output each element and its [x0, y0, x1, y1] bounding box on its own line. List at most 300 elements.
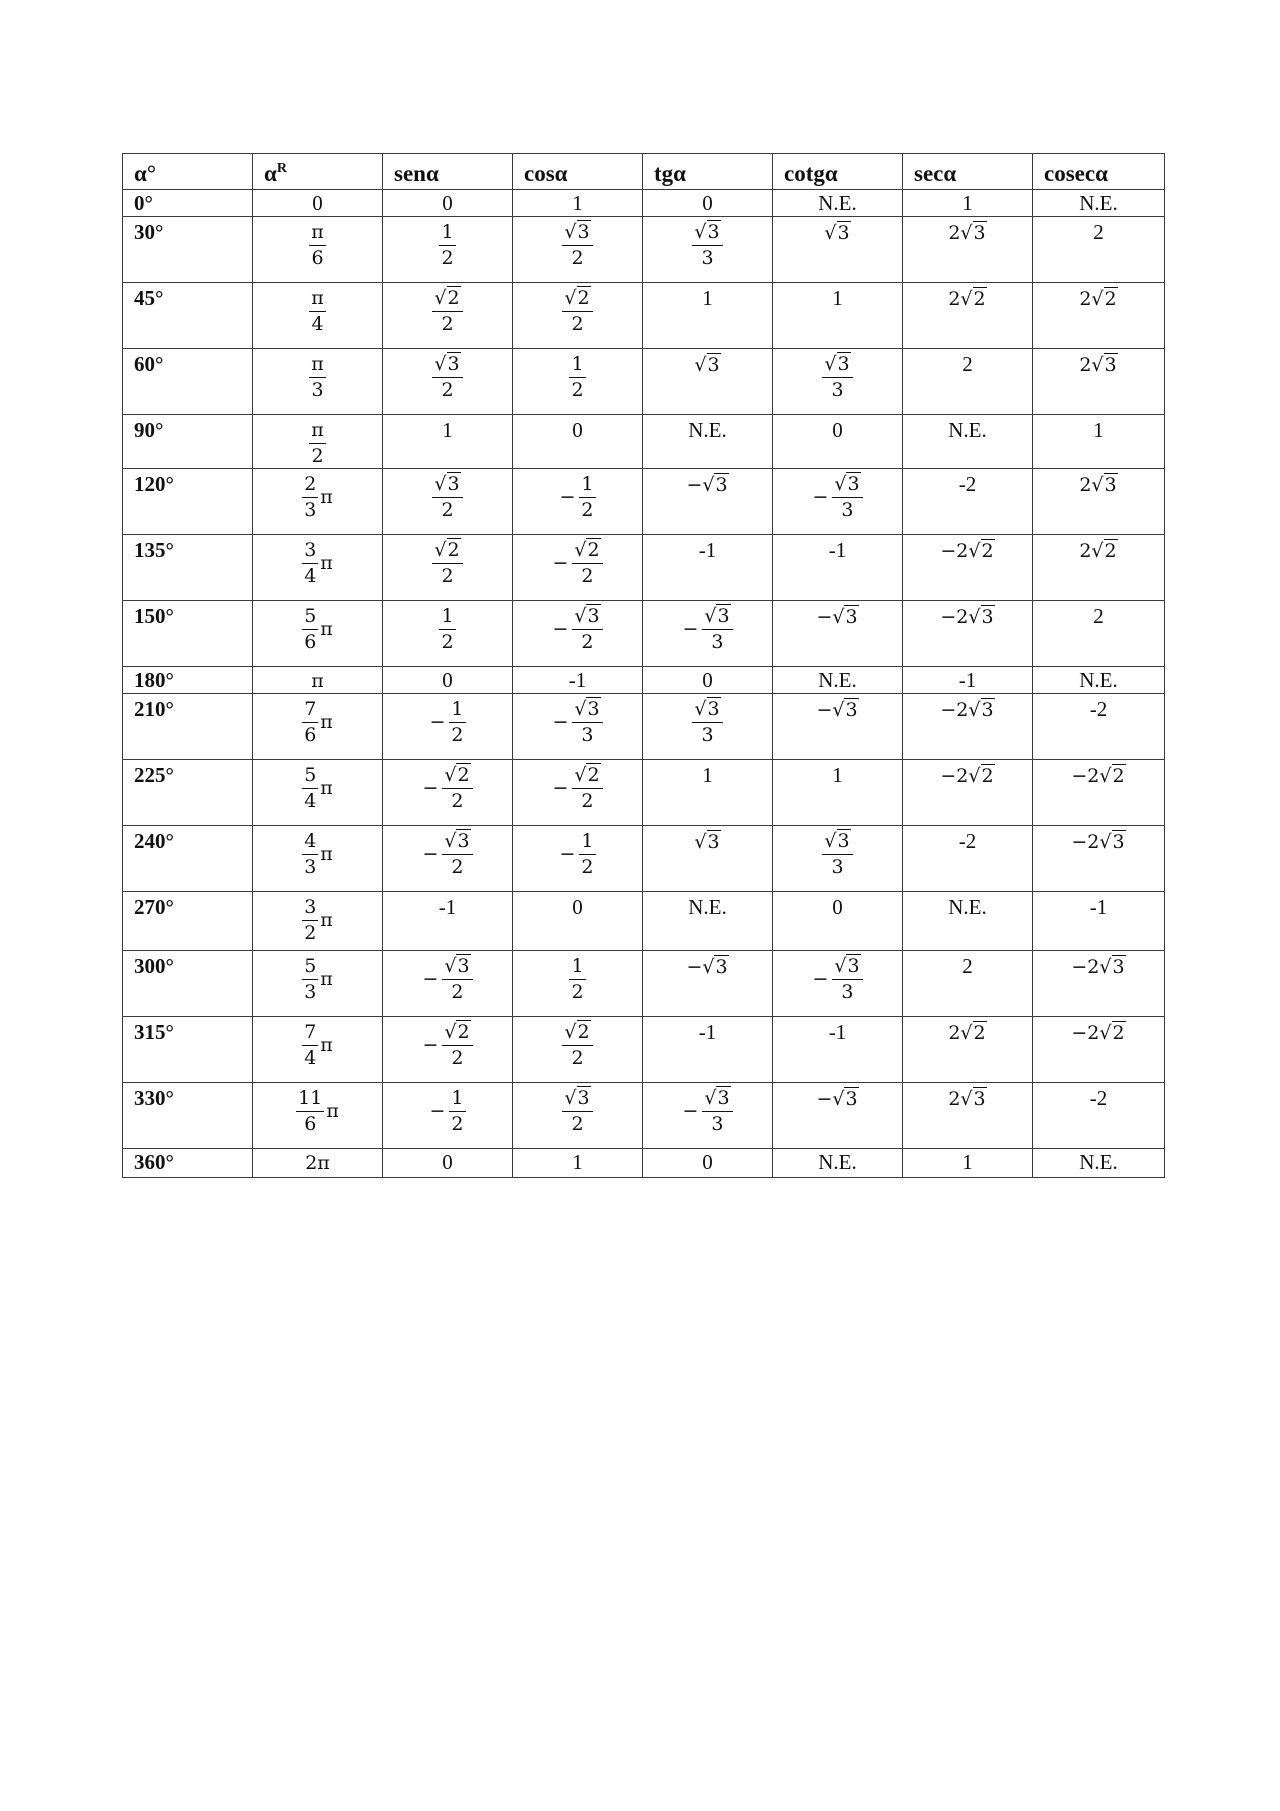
sen-fraction	[439, 605, 455, 653]
degree-cell	[123, 892, 253, 951]
tg-value: √3	[694, 354, 720, 376]
cotg-cell	[773, 190, 903, 217]
fraction-numerator: 1	[439, 222, 455, 246]
fraction-denominator: 3	[711, 1113, 724, 1135]
fraction-numerator: √2	[572, 765, 602, 789]
header-tg	[643, 154, 773, 190]
sec-value: 2√3	[948, 1088, 986, 1110]
cotg-cell	[773, 1149, 903, 1178]
rad-fraction	[309, 221, 326, 269]
fraction-numerator: √3	[572, 699, 602, 723]
table-row	[123, 283, 1165, 349]
fraction-numerator: √3	[562, 222, 592, 246]
rad-cell	[253, 469, 383, 535]
cosec-cell	[1033, 1149, 1165, 1178]
cos-cell	[513, 1017, 643, 1083]
fraction-numerator: π	[309, 222, 326, 246]
tg-cell	[643, 349, 773, 415]
sec-cell	[903, 469, 1033, 535]
header-sec-label: secα	[914, 161, 957, 186]
fraction-denominator: 2	[571, 981, 584, 1003]
cos-cell	[513, 760, 643, 826]
cosec-cell	[1033, 349, 1165, 415]
header-radians	[253, 154, 383, 190]
rad-fraction	[302, 896, 333, 944]
cosec-cell	[1033, 190, 1165, 217]
sec-value: N.E.	[948, 895, 987, 919]
fraction	[832, 474, 862, 521]
cosec-cell	[1033, 1083, 1165, 1149]
degree-cell	[123, 951, 253, 1017]
cos-fraction	[569, 955, 585, 1003]
cosec-cell	[1033, 667, 1165, 694]
fraction-numerator: 3	[302, 540, 318, 564]
fraction-numerator: √3	[832, 956, 862, 980]
cotg-fraction	[812, 473, 862, 521]
sec-cell	[903, 190, 1033, 217]
sec-value: -2	[958, 472, 977, 496]
cos-cell	[513, 469, 643, 535]
cotg-value: √3	[824, 222, 850, 244]
tg-cell	[643, 601, 773, 667]
sen-value: -1	[438, 895, 457, 919]
sen-cell	[383, 1149, 513, 1178]
sec-cell	[903, 1083, 1033, 1149]
fraction	[302, 474, 318, 521]
cosec-value: 2	[1093, 604, 1104, 628]
cosec-value: 2√3	[1079, 354, 1117, 376]
table-row	[123, 1083, 1165, 1149]
degree-value: 240°	[134, 829, 174, 853]
fraction-numerator: √2	[442, 765, 472, 789]
sec-cell	[903, 1149, 1033, 1178]
cotg-value: −√3	[816, 1088, 858, 1110]
fraction	[442, 765, 472, 812]
table-row	[123, 826, 1165, 892]
cotg-cell	[773, 415, 903, 469]
cosec-value: -2	[1089, 697, 1108, 721]
sen-cell	[383, 535, 513, 601]
tg-fraction	[692, 698, 722, 746]
cos-fraction	[569, 353, 585, 401]
cotg-cell	[773, 694, 903, 760]
fraction	[579, 474, 595, 521]
header-cosec-label: cosecα	[1044, 161, 1108, 186]
sec-value: 2√3	[948, 222, 986, 244]
degree-value: 180°	[134, 668, 174, 692]
rad-fraction	[309, 287, 326, 335]
rad-cell	[253, 694, 383, 760]
cosec-value: −2√3	[1071, 831, 1125, 853]
header-degrees	[123, 154, 253, 190]
cotg-fraction	[812, 955, 862, 1003]
fraction	[302, 831, 318, 878]
sen-fraction	[422, 764, 472, 812]
sen-fraction	[432, 473, 462, 521]
fraction-denominator: 2	[451, 724, 464, 746]
sec-cell	[903, 415, 1033, 469]
fraction-denominator: 3	[304, 499, 317, 521]
fraction-numerator: 1	[449, 1088, 465, 1112]
degree-cell	[123, 217, 253, 283]
cosec-value: -2	[1089, 1086, 1108, 1110]
pi-symbol: π	[320, 777, 333, 799]
degree-cell	[123, 1149, 253, 1178]
sec-value: −2√2	[940, 765, 994, 787]
fraction-numerator: √3	[432, 474, 462, 498]
fraction-denominator: 3	[304, 981, 317, 1003]
cos-cell	[513, 283, 643, 349]
minus-sign: −	[422, 968, 439, 990]
sec-cell	[903, 283, 1033, 349]
cotg-value: N.E.	[818, 668, 857, 692]
cosec-cell	[1033, 760, 1165, 826]
sec-cell	[903, 826, 1033, 892]
degree-value: 150°	[134, 604, 174, 628]
fraction	[439, 222, 455, 269]
sec-value: −2√3	[940, 699, 994, 721]
fraction-denominator: 3	[701, 724, 714, 746]
pi-symbol: π	[320, 1034, 333, 1056]
sen-cell	[383, 694, 513, 760]
sen-cell	[383, 283, 513, 349]
rad-cell	[253, 1017, 383, 1083]
fraction	[562, 1022, 592, 1069]
fraction-denominator: 2	[581, 565, 594, 587]
cosec-cell	[1033, 601, 1165, 667]
fraction	[302, 1022, 318, 1069]
degree-cell	[123, 535, 253, 601]
sec-value: -1	[958, 668, 977, 692]
rad-cell	[253, 1083, 383, 1149]
cosec-cell	[1033, 694, 1165, 760]
minus-sign: −	[682, 1100, 699, 1122]
cotg-cell	[773, 601, 903, 667]
cotg-cell	[773, 283, 903, 349]
sen-fraction	[429, 1087, 465, 1135]
sec-cell	[903, 760, 1033, 826]
sen-fraction	[422, 830, 472, 878]
fraction-denominator: 3	[841, 499, 854, 521]
sec-value: 2	[962, 954, 973, 978]
tg-cell	[643, 1149, 773, 1178]
fraction-numerator: 5	[302, 956, 318, 980]
fraction	[572, 699, 602, 746]
fraction-denominator: 2	[571, 1113, 584, 1135]
rad-value: 2π	[305, 1152, 330, 1174]
fraction-numerator: 11	[296, 1088, 324, 1112]
cosec-cell	[1033, 826, 1165, 892]
cos-fraction	[562, 1087, 592, 1135]
fraction-numerator: √3	[822, 354, 852, 378]
fraction-numerator: √2	[442, 1022, 472, 1046]
sec-value: −2√2	[940, 540, 994, 562]
cosec-value: -1	[1089, 895, 1108, 919]
fraction-denominator: 6	[304, 631, 317, 653]
table-row	[123, 190, 1165, 217]
rad-cell	[253, 535, 383, 601]
table-row	[123, 951, 1165, 1017]
degree-value: 360°	[134, 1150, 174, 1174]
tg-cell	[643, 667, 773, 694]
minus-sign: −	[552, 711, 569, 733]
fraction-numerator: √3	[692, 699, 722, 723]
fraction-numerator: 1	[569, 956, 585, 980]
fraction	[302, 540, 318, 587]
fraction	[572, 606, 602, 653]
sen-fraction	[432, 539, 462, 587]
sen-cell	[383, 760, 513, 826]
fraction-denominator: 2	[441, 631, 454, 653]
minus-sign: −	[552, 552, 569, 574]
tg-cell	[643, 190, 773, 217]
fraction-numerator: π	[309, 420, 326, 444]
tg-value: 1	[702, 763, 713, 787]
cosec-cell	[1033, 415, 1165, 469]
fraction	[432, 354, 462, 401]
minus-sign: −	[559, 486, 576, 508]
fraction-denominator: 2	[441, 499, 454, 521]
pi-symbol: π	[320, 968, 333, 990]
fraction-numerator: √3	[432, 354, 462, 378]
tg-value: N.E.	[688, 895, 727, 919]
cosec-value: N.E.	[1079, 1150, 1118, 1174]
cos-fraction	[559, 473, 595, 521]
fraction	[302, 699, 318, 746]
tg-value: -1	[698, 538, 717, 562]
cotg-value: 0	[832, 418, 843, 442]
sec-cell	[903, 601, 1033, 667]
cos-value: -1	[568, 668, 587, 692]
fraction-denominator: 3	[581, 724, 594, 746]
cos-cell	[513, 1149, 643, 1178]
rad-fraction	[302, 605, 333, 653]
fraction-denominator: 2	[304, 922, 317, 944]
fraction-numerator: 1	[579, 831, 595, 855]
fraction-numerator: √3	[702, 606, 732, 630]
cos-fraction	[552, 698, 602, 746]
fraction	[832, 956, 862, 1003]
fraction-denominator: 2	[571, 247, 584, 269]
header-degrees-label: α°	[134, 161, 157, 186]
table-row	[123, 349, 1165, 415]
fraction-denominator: 2	[311, 445, 324, 467]
degree-value: 30°	[134, 220, 164, 244]
minus-sign: −	[812, 968, 829, 990]
fraction	[692, 222, 722, 269]
fraction-numerator: π	[309, 354, 326, 378]
fraction	[302, 765, 318, 812]
sen-fraction	[422, 955, 472, 1003]
fraction-numerator: 5	[302, 606, 318, 630]
degree-cell	[123, 601, 253, 667]
fraction	[569, 354, 585, 401]
degree-cell	[123, 190, 253, 217]
cosec-value: N.E.	[1079, 668, 1118, 692]
fraction	[702, 1088, 732, 1135]
degree-value: 120°	[134, 472, 174, 496]
fraction-numerator: √2	[432, 288, 462, 312]
fraction	[442, 1022, 472, 1069]
table-row	[123, 415, 1165, 469]
table-row	[123, 760, 1165, 826]
sen-fraction	[439, 221, 455, 269]
cos-fraction	[552, 539, 602, 587]
rad-cell	[253, 892, 383, 951]
tg-value: −√3	[686, 956, 728, 978]
cos-cell	[513, 349, 643, 415]
fraction-denominator: 2	[581, 856, 594, 878]
tg-cell	[643, 694, 773, 760]
cos-fraction	[562, 221, 592, 269]
degree-cell	[123, 469, 253, 535]
cotg-cell	[773, 349, 903, 415]
cos-fraction	[552, 605, 602, 653]
fraction-denominator: 2	[451, 856, 464, 878]
table-row	[123, 667, 1165, 694]
fraction	[572, 540, 602, 587]
fraction-denominator: 2	[581, 631, 594, 653]
cosec-value: 2	[1093, 220, 1104, 244]
fraction-denominator: 2	[571, 379, 584, 401]
rad-value: 0	[312, 191, 323, 215]
cosec-value: 1	[1093, 418, 1104, 442]
table-row	[123, 469, 1165, 535]
fraction	[296, 1088, 324, 1135]
fraction-denominator: 2	[451, 981, 464, 1003]
minus-sign: −	[559, 843, 576, 865]
fraction	[309, 354, 326, 401]
cotg-cell	[773, 892, 903, 951]
tg-cell	[643, 535, 773, 601]
fraction-numerator: 3	[302, 897, 318, 921]
header-cos-label: cosα	[524, 161, 568, 186]
sen-cell	[383, 349, 513, 415]
fraction-numerator: 7	[302, 699, 318, 723]
fraction	[442, 956, 472, 1003]
rad-cell	[253, 760, 383, 826]
fraction-numerator: √3	[832, 474, 862, 498]
tg-value: -1	[698, 1020, 717, 1044]
fraction-denominator: 2	[441, 379, 454, 401]
cosec-value: −2√2	[1071, 765, 1125, 787]
cotg-cell	[773, 217, 903, 283]
cotg-cell	[773, 469, 903, 535]
cos-cell	[513, 415, 643, 469]
degree-value: 45°	[134, 286, 164, 310]
sen-cell	[383, 1083, 513, 1149]
cosec-value: 2√3	[1079, 474, 1117, 496]
tg-cell	[643, 1083, 773, 1149]
sec-value: -2	[958, 829, 977, 853]
tg-cell	[643, 760, 773, 826]
fraction-numerator: √3	[692, 222, 722, 246]
degree-cell	[123, 283, 253, 349]
fraction	[309, 288, 326, 335]
cos-cell	[513, 190, 643, 217]
sen-fraction	[429, 698, 465, 746]
degree-cell	[123, 1083, 253, 1149]
fraction-denominator: 2	[581, 790, 594, 812]
sec-value: N.E.	[948, 418, 987, 442]
fraction-denominator: 4	[304, 565, 317, 587]
minus-sign: −	[429, 711, 446, 733]
fraction-denominator: 4	[304, 790, 317, 812]
degree-cell	[123, 415, 253, 469]
cotg-value: N.E.	[818, 1150, 857, 1174]
header-cos	[513, 154, 643, 190]
sec-cell	[903, 892, 1033, 951]
degree-value: 225°	[134, 763, 174, 787]
fraction	[562, 288, 592, 335]
fraction	[822, 354, 852, 401]
sec-value: 2	[962, 352, 973, 376]
fraction	[432, 540, 462, 587]
sen-fraction	[432, 353, 462, 401]
fraction	[562, 1088, 592, 1135]
fraction-denominator: 4	[311, 313, 324, 335]
fraction	[309, 420, 326, 467]
tg-value: 0	[702, 668, 713, 692]
tg-cell	[643, 951, 773, 1017]
table-row	[123, 1017, 1165, 1083]
tg-cell	[643, 283, 773, 349]
rad-cell	[253, 190, 383, 217]
cos-cell	[513, 601, 643, 667]
rad-fraction	[302, 830, 333, 878]
degree-cell	[123, 826, 253, 892]
pi-symbol: π	[320, 486, 333, 508]
fraction	[302, 606, 318, 653]
header-sen	[383, 154, 513, 190]
fraction	[439, 606, 455, 653]
sec-cell	[903, 694, 1033, 760]
minus-sign: −	[682, 618, 699, 640]
cos-value: 1	[572, 1150, 583, 1174]
fraction	[572, 765, 602, 812]
fraction-numerator: 1	[439, 606, 455, 630]
cosec-value: N.E.	[1079, 191, 1118, 215]
fraction	[432, 474, 462, 521]
tg-fraction	[692, 221, 722, 269]
cotg-value: −√3	[816, 699, 858, 721]
sen-cell	[383, 892, 513, 951]
cosec-value: 2√2	[1079, 540, 1117, 562]
tg-cell	[643, 217, 773, 283]
fraction-denominator: 3	[831, 856, 844, 878]
table-row	[123, 892, 1165, 951]
fraction	[302, 956, 318, 1003]
header-tg-label: tgα	[654, 161, 686, 186]
degree-value: 135°	[134, 538, 174, 562]
cos-fraction	[559, 830, 595, 878]
sen-cell	[383, 951, 513, 1017]
sec-cell	[903, 535, 1033, 601]
minus-sign: −	[422, 777, 439, 799]
fraction-denominator: 3	[831, 379, 844, 401]
fraction-denominator: 3	[841, 981, 854, 1003]
cosec-value: −2√3	[1071, 956, 1125, 978]
cotg-value: -1	[828, 1020, 847, 1044]
tg-cell	[643, 826, 773, 892]
rad-fraction	[302, 764, 333, 812]
fraction-numerator: √2	[562, 288, 592, 312]
fraction	[449, 699, 465, 746]
rad-fraction	[296, 1087, 339, 1135]
sen-cell	[383, 190, 513, 217]
fraction-denominator: 2	[441, 313, 454, 335]
tg-value: −√3	[686, 474, 728, 496]
